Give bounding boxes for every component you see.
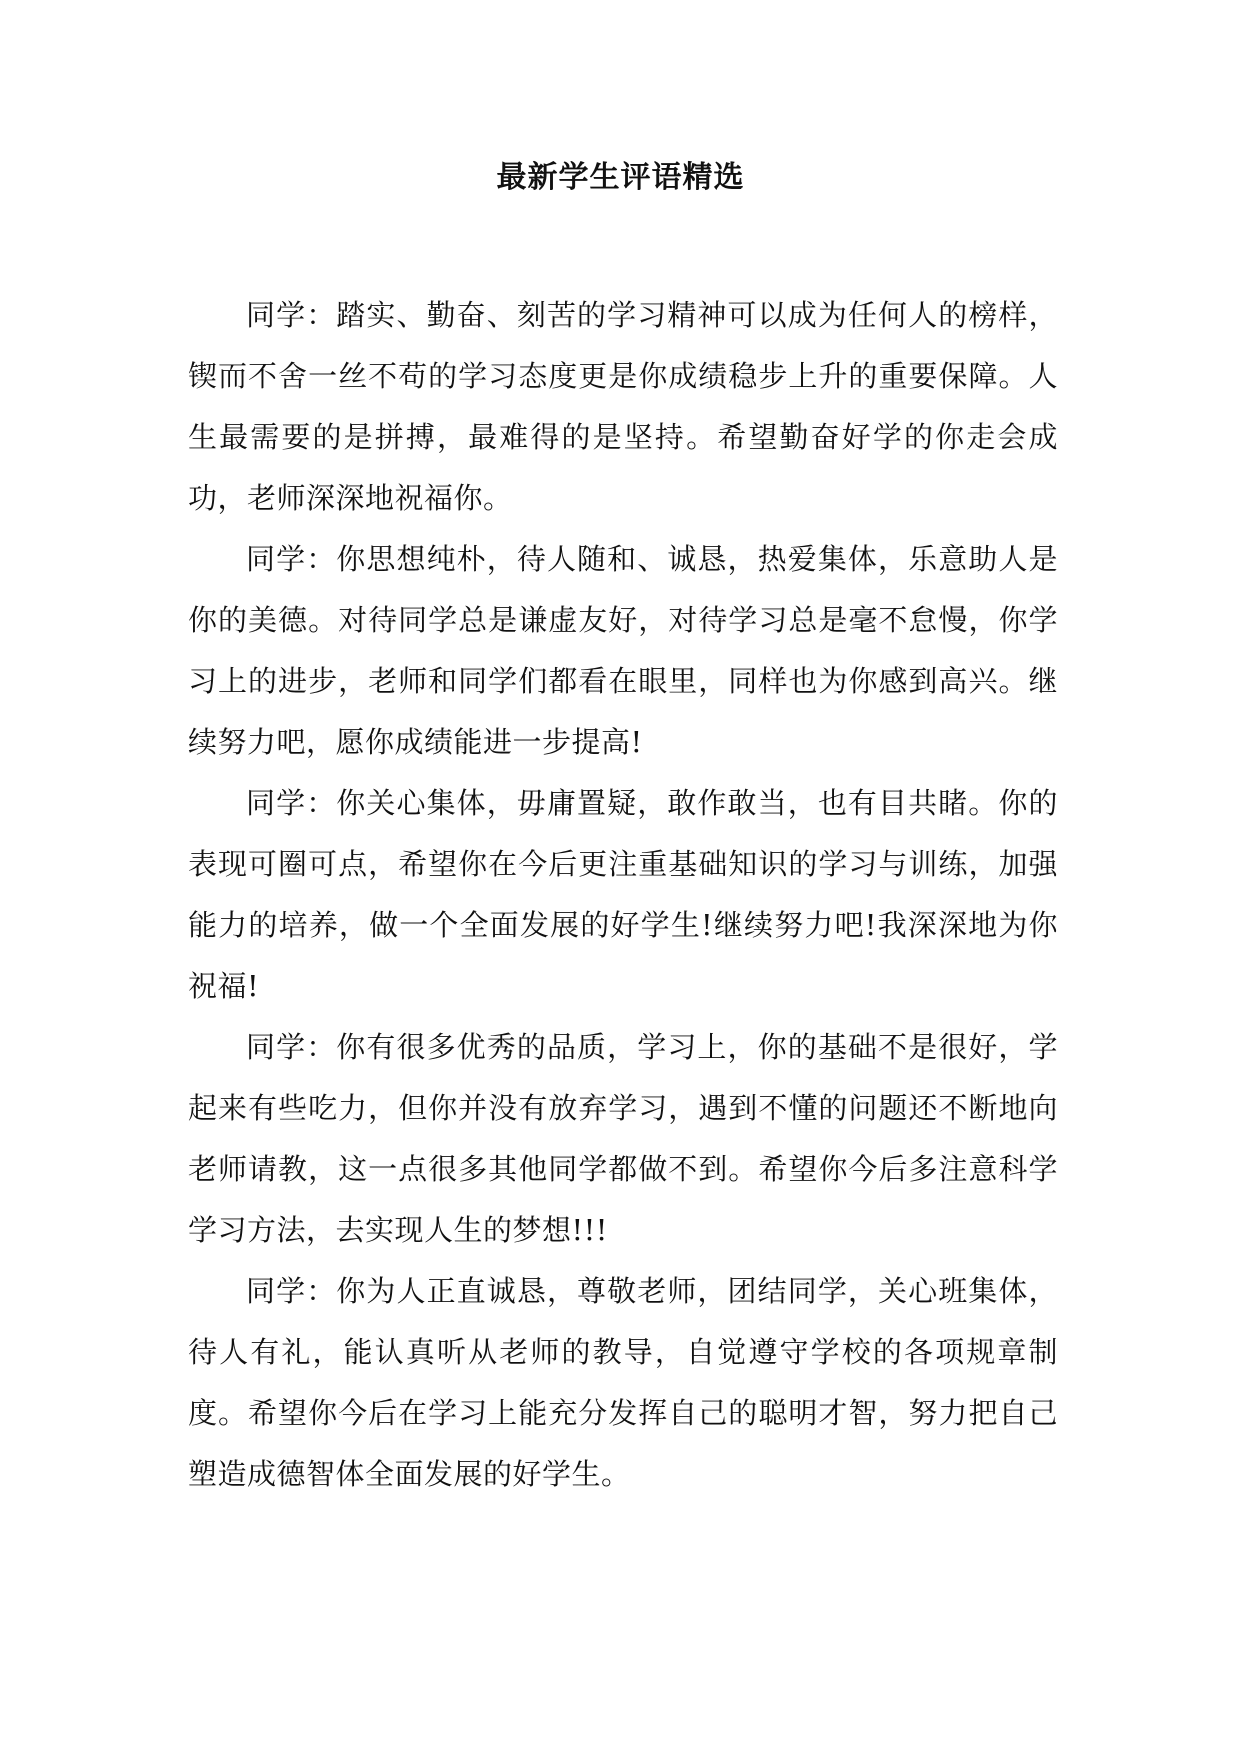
comment-paragraph-2: 同学：你思想纯朴，待人随和、诚恳，热爱集体，乐意助人是你的美德。对待同学总是谦虚友好，对待学习总是毫不怠慢，你学习上的进步，老师和同学们都看在眼里，同样也为你感到高兴。继续努力吧，愿你成绩能进一步提高! — [188, 542, 1058, 759]
document-title: 最新学生评语精选 — [496, 160, 745, 195]
comment-paragraph-1: 同学：踏实、勤奋、刻苦的学习精神可以成为任何人的榜样，锲而不舍一丝不苟的学习态度更是你成绩稳步上升的重要保障。人生最需要的是拼搏，最难得的是坚持。希望勤奋好学的你走会成功，老师深深地祝福你。 — [188, 298, 1058, 515]
comment-paragraph-3: 同学：你关心集体，毋庸置疑，敢作敢当，也有目共睹。你的表现可圈可点，希望你在今后更注重基础知识的学习与训练，加强能力的培养，做一个全面发展的好学生!继续努力吧!我深深地为你祝福! — [188, 786, 1058, 1003]
comment-paragraph-5: 同学：你为人正直诚恳，尊敬老师，团结同学，关心班集体，待人有礼，能认真听从老师的教导，自觉遵守学校的各项规章制度。希望你今后在学习上能充分发挥自己的聪明才智，努力把自己塑造成德智体全面发展的好学生。 — [188, 1274, 1058, 1491]
document-body — [188, 285, 1058, 1505]
comment-paragraph-4: 同学：你有很多优秀的品质，学习上，你的基础不是很好，学起来有些吃力，但你并没有放弃学习，遇到不懂的问题还不断地向老师请教，这一点很多其他同学都做不到。希望你今后多注意科学学习方法，去实现人生的梦想!!! — [188, 1030, 1058, 1247]
